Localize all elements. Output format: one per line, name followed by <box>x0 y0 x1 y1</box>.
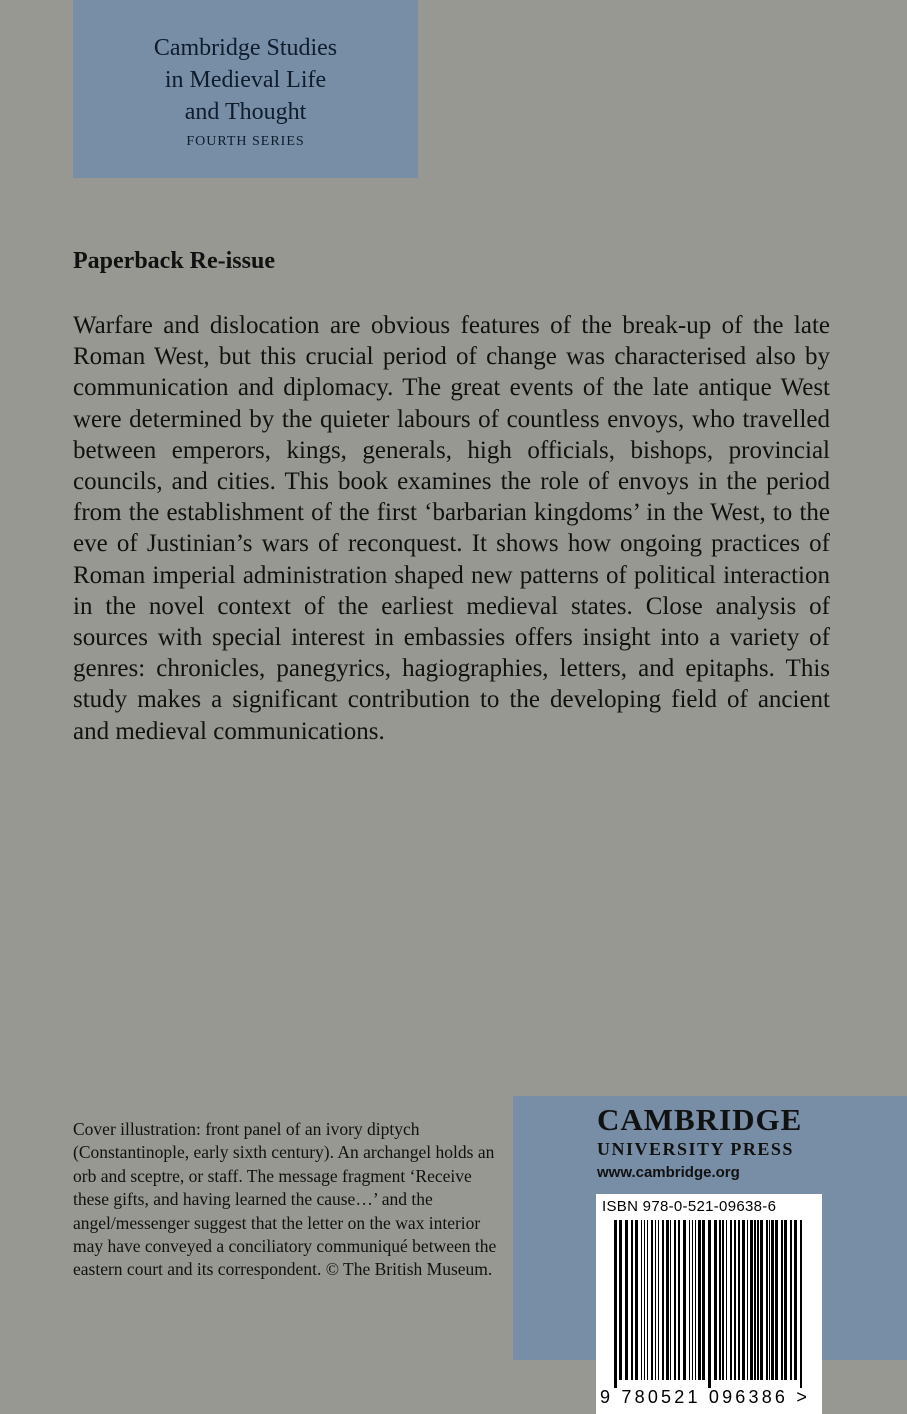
barcode-bar <box>734 1220 736 1380</box>
barcode-bar <box>766 1220 768 1380</box>
barcode-bar <box>800 1220 802 1388</box>
barcode-bar <box>784 1220 787 1380</box>
barcode-bar <box>658 1220 659 1380</box>
barcode-bar <box>750 1220 753 1380</box>
barcode-bar <box>614 1220 617 1388</box>
publisher-panel <box>513 1096 907 1407</box>
book-blurb: Warfare and dislocation are obvious features of the break-up of the late Roman West, but this crucial period of change was characterised also by communication and diplomacy. The great events of the late antique West were determined by the quieter labours of countless envoys, who travelled between emperors, kings, generals, high officials, bishops, provincial councils, and cities. This book examines the role of envoys in the period from the establishment of the first ‘barbarian kingdoms’ in the West, to the eve of Justinian’s wars of reconquest. It shows how ongoing practices of Roman imperial administration shaped new patterns of political interaction in the novel context of the earliest medieval states. Close analysis of sources with special interest in embassies offers insight into a variety of genres: chronicles, panegyrics, hagiographies, letters, and epitaphs. This study makes a significant contribution to the developing field of ancient and medieval communications. <box>73 312 830 745</box>
barcode-bar <box>666 1220 669 1380</box>
barcode-bar <box>689 1220 690 1380</box>
barcode-bar <box>738 1220 740 1380</box>
barcode-bar <box>794 1220 797 1380</box>
barcode-bar <box>771 1220 774 1380</box>
barcode-bar <box>655 1220 656 1380</box>
publisher-name: CAMBRIDGE <box>597 1102 803 1137</box>
series-title-line-1: Cambridge Studies <box>153 35 338 61</box>
series-subtitle: FOURTH SERIES <box>186 134 305 149</box>
series-title-line-2: in Medieval Life <box>164 67 327 93</box>
barcode-bar <box>708 1220 711 1388</box>
barcode-bar <box>647 1220 648 1380</box>
barcode-bar <box>662 1220 664 1380</box>
barcode-bar <box>781 1220 783 1380</box>
barcode-bar <box>726 1220 727 1380</box>
barcode-bar <box>644 1220 645 1380</box>
isbn-barcode <box>596 1194 822 1414</box>
barcode-bar <box>625 1220 628 1380</box>
barcode-bar <box>651 1220 653 1380</box>
barcode-bar <box>775 1220 778 1380</box>
barcode-bar <box>747 1220 748 1380</box>
barcode-bar <box>670 1220 671 1380</box>
barcode-bar <box>722 1220 724 1380</box>
barcode-bar <box>619 1220 622 1380</box>
barcode-bar <box>631 1220 633 1380</box>
barcode-bar <box>714 1220 717 1380</box>
publisher-subtitle: UNIVERSITY PRESS <box>597 1139 794 1159</box>
cover-illustration-caption: Cover illustration: front panel of an ivory diptych (Constantinople, early sixth century). An archangel holds an orb and sceptre, or staff. The message fragment ‘Receive these gifts, and having learned the cause…’ and the angel/messenger suggest that the letter on the wax interior may have conveyed a conciliatory communiqué between the eastern court and its correspondent. © The British Museum. <box>73 1119 497 1280</box>
barcode-bar <box>678 1220 680 1380</box>
barcode-bars-graphic <box>600 1220 818 1388</box>
barcode-bar <box>674 1220 676 1380</box>
isbn-label: ISBN 978-0-521-09638-6 <box>602 1198 777 1215</box>
barcode-bar <box>754 1220 756 1380</box>
barcode-bar <box>698 1220 701 1380</box>
barcode-bar <box>719 1220 721 1380</box>
publisher-url[interactable]: www.cambridge.org <box>597 1164 740 1181</box>
barcode-bar <box>760 1220 763 1380</box>
barcode-bar <box>635 1220 638 1380</box>
barcode-bar <box>692 1220 693 1380</box>
series-title-line-3: and Thought <box>184 99 307 125</box>
barcode-bar <box>769 1220 770 1380</box>
series-panel <box>73 0 418 178</box>
barcode-bar <box>702 1220 705 1380</box>
barcode-bar <box>695 1220 696 1380</box>
barcode-bar <box>790 1220 792 1380</box>
barcode-bar <box>641 1220 642 1380</box>
barcode-bar <box>742 1220 745 1380</box>
barcode-bar <box>683 1220 686 1380</box>
barcode-digits: 9 780521 096386 > <box>600 1387 811 1407</box>
barcode-bar <box>757 1220 759 1380</box>
barcode-bar <box>730 1220 732 1380</box>
reissue-heading: Paperback Re-issue <box>73 248 275 274</box>
